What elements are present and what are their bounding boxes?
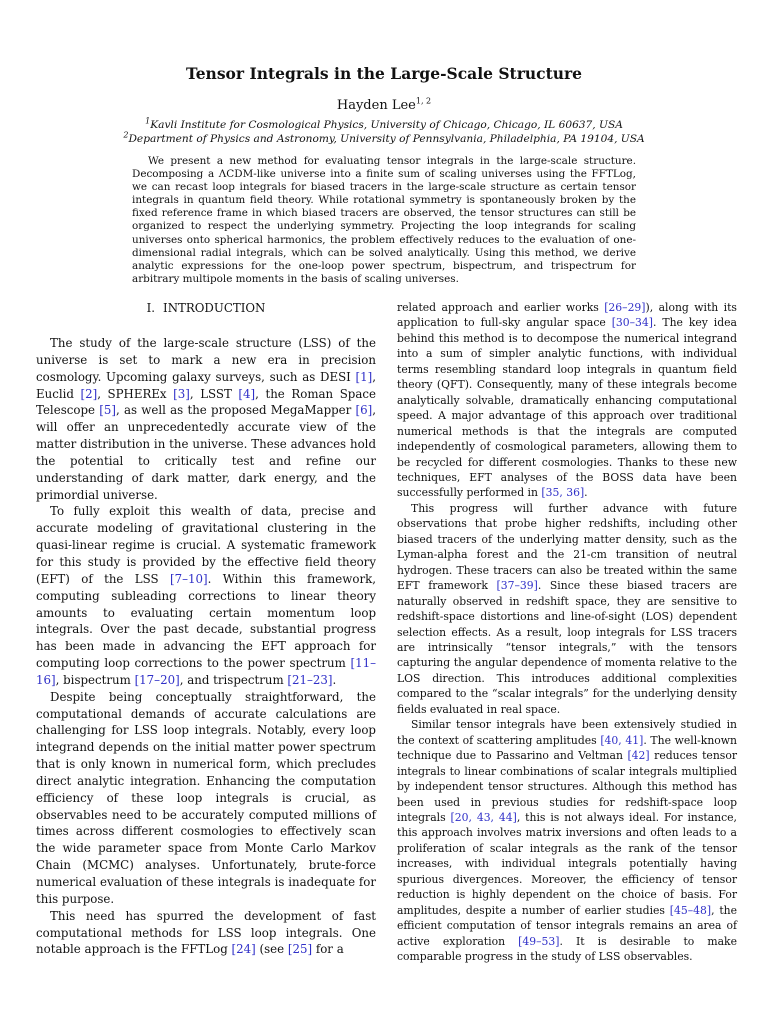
affiliation-1-text: Kavli Institute for Cosmological Physics, University of Chicago, Chicago, IL 60637, USA: [150, 119, 623, 131]
paragraph-text: The study of the large-scale structure (LSS) of the universe is set to mark a new era in precision cosmology. Upcoming galaxy surveys, such as DESI: [36, 336, 376, 384]
affiliation-2: [0, 130, 768, 145]
column-right: [397, 300, 737, 964]
paragraph-text: . The key idea behind this method is to decompose the numerical integrand into a sum of simpler analytic functions, with individual terms resembling standard loop integrals in quantum field theory (QFT). Consequently, many of these integrals become analytically solvable, dramatically enhancing computational speed. A major advantage of this approach over traditional numerical methods is that the integrals are computed independently of cosmological parameters, allowing them to be recycled for different cosmologies. Thanks to these new techniques, EFT analyses of the BOSS data have been successfully performed in: [397, 316, 737, 500]
citation-link[interactable]: [24]: [231, 942, 256, 957]
paragraph-text: , and trispectrum: [179, 672, 288, 687]
abstract: We present a new method for evaluating tensor integrals in the large-scale structure. Decomposing a ΛCDM-like universe into a finite sum of scaling universes using the FFTLog, we can recast loop integrals for biased tracers in the large-scale structure as certain tensor integrals in quantum field theory. While rotational symmetry is spontaneously broken by the fixed reference frame in which biased tracers are observed, the tensor structures can still be organized to respect the underlying symmetry. Projecting the loop integrands for scaling universes onto spherical harmonics, the problem effectively reduces to the evaluation of one-dimensional radial integrals, which can be solved analytically. Using this method, we derive analytic expressions for the one-loop power spectrum, bispectrum, and trispectrum for arbitrary multipole moments in the basis of scaling universes.: [132, 155, 636, 285]
paragraph-text: , the Roman Space Telescope: [36, 386, 376, 418]
paragraph-text: (see: [255, 942, 288, 957]
citation-link[interactable]: [5]: [99, 403, 116, 418]
body-paragraph: [36, 503, 376, 688]
citation-link[interactable]: [49–53]: [518, 934, 560, 948]
paragraph-text: . The well-known technique due to Passarino and Veltman: [397, 733, 737, 763]
paragraph-text: Similar tensor integrals have been extensively studied in the context of scattering amplitudes: [397, 718, 737, 747]
citation-link[interactable]: [4]: [238, 386, 256, 401]
citation-link[interactable]: [30–34]: [611, 316, 654, 330]
paragraph-text: reduces tensor integrals to linear combinations of scalar integrals multiplied by independent tensor structures. Although this method has been used in previous studies for redshift-space loop integrals: [397, 749, 737, 824]
body-paragraph: [36, 335, 376, 503]
paragraph-text: .: [332, 672, 337, 687]
citation-link[interactable]: [7–10]: [169, 571, 208, 586]
citation-link[interactable]: [35, 36]: [541, 486, 585, 500]
citation-link[interactable]: [20, 43, 44]: [450, 810, 517, 824]
author-line: [0, 98, 768, 113]
section-heading: [36, 300, 376, 317]
body-paragraph: [36, 908, 376, 959]
paper-title: Tensor Integrals in the Large-Scale Structure: [185, 64, 583, 83]
paragraph-text: , bispectrum: [55, 672, 135, 687]
citation-link[interactable]: [42]: [627, 749, 650, 763]
affiliation-1-mark: 1: [145, 116, 151, 126]
author-affil-marks: 1, 2: [415, 96, 432, 106]
paragraph-text: related approach and earlier works: [397, 301, 605, 314]
citation-link[interactable]: [45–48]: [669, 903, 712, 917]
paragraph-text: . It is desirable to make comparable progress in the study of LSS observables.: [397, 934, 737, 964]
citation-link[interactable]: [1]: [355, 369, 373, 384]
paragraph-text: , as well as the proposed MegaMapper: [115, 403, 356, 418]
paragraph-text: , this is not always ideal. For instance, this approach involves matrix inversions and often leads to a proliferation of scalar integrals as the rank of the tensor increases, with individual integrals potentially having spurious divergences. Moreover, the efficiency of tensor reduction is highly dependent on the choice of basis. For amplitudes, despite a number of earlier studies: [397, 810, 737, 917]
paragraph-text: , will offer an unprecedentedly accurate view of the matter distribution in the universe. These advances hold the potential to critically test and refine our understanding of dark matter, dark energy, and the primordial universe.: [36, 403, 377, 502]
body-paragraph: [397, 501, 737, 717]
body-paragraph: [397, 300, 737, 501]
paragraph-text: Despite being conceptually straightforward, the computational demands of accurate calculations are challenging for LSS loop integrals. Notably, every loop integrand depends on the initial matter power spectrum that is only known in numerical form, which precludes direct analytic integration. Enhancing the computation efficiency of these loop integrals is crucial, as observables need to be accurately computed millions of times across different cosmologies to effectively scan the wide parameter space from Monte Carlo Markov Chain (MCMC) analyses. Unfortunately, brute-force numerical evaluation of these integrals is inadequate for this purpose.: [36, 689, 376, 906]
citation-link[interactable]: [11–16]: [36, 656, 376, 687]
citation-link[interactable]: [3]: [173, 386, 190, 401]
citation-link[interactable]: [40, 41]: [600, 733, 644, 747]
paragraph-text: This progress will further advance with future observations that probe higher redshifts, including other biased tracers of the underlying matter density, such as the Lyman-alpha forest and the 21-cm transition of neutral hydrogen. These tracers can also be treated within the same EFT framework: [397, 501, 737, 593]
section-title: INTRODUCTION: [163, 301, 266, 315]
paragraph-text: , the efficient computation of tensor integrals remains an area of active exploration: [397, 903, 737, 948]
affiliation-2-text: Department of Physics and Astronomy, University of Pennsylvania, Philadelphia, PA 19104, USA: [128, 133, 645, 145]
citation-link[interactable]: [6]: [355, 403, 373, 418]
paragraph-text: .: [584, 486, 588, 500]
citation-link[interactable]: [37–39]: [496, 579, 538, 593]
body-paragraph: [36, 689, 376, 908]
citation-link[interactable]: [26–29]: [604, 301, 646, 314]
citation-link[interactable]: [21–23]: [287, 672, 333, 687]
paragraph-text: . Within this framework, computing subleading corrections to linear theory amounts to evaluating certain momentum loop integrals. Over the past decade, substantial progress has been made in advancing the EFT approach for computing loop corrections to the power spectrum: [36, 571, 376, 671]
paragraph-text: This need has spurred the development of fast computational methods for LSS loop integrals. One notable approach is the FFTLog: [36, 908, 376, 957]
right-body-text: [397, 300, 737, 964]
paragraph-text: ), along with its application to full-sky angular space: [397, 301, 737, 330]
citation-link[interactable]: [2]: [80, 386, 98, 401]
paragraph-text: , SPHEREx: [97, 386, 174, 401]
paragraph-text: for a: [312, 942, 344, 957]
column-left: [36, 300, 376, 958]
citation-link[interactable]: [25]: [287, 942, 313, 957]
author-name: Hayden Lee: [336, 98, 416, 113]
paragraph-text: , Euclid: [36, 369, 376, 401]
citation-link[interactable]: [17–20]: [134, 672, 180, 687]
section-number: I.: [146, 301, 156, 315]
paragraph-text: . Since these biased tracers are naturally observed in redshift space, they are sensitive to redshift-space distortions and line-of-sight (LOS) dependent selection effects. As a result, loop integrals for LSS tracers are intrinsically “tensor integrals,” with the tensors capturing the angular dependence of momenta relative to the LOS direction. This introduces additional complexities compared to the “scalar integrals” for the underlying density fields evaluated in real space.: [397, 579, 737, 716]
paragraph-text: To fully exploit this wealth of data, precise and accurate modeling of gravitational clustering in the quasi-linear regime is crucial. A systematic framework for this study is provided by the effective field theory (EFT) of the LSS: [36, 504, 376, 586]
left-body-text: [36, 335, 376, 958]
affiliation-2-mark: 2: [123, 130, 129, 140]
body-paragraph: [397, 717, 737, 964]
affiliation-1: [0, 116, 768, 131]
paragraph-text: , LSST: [189, 386, 239, 401]
